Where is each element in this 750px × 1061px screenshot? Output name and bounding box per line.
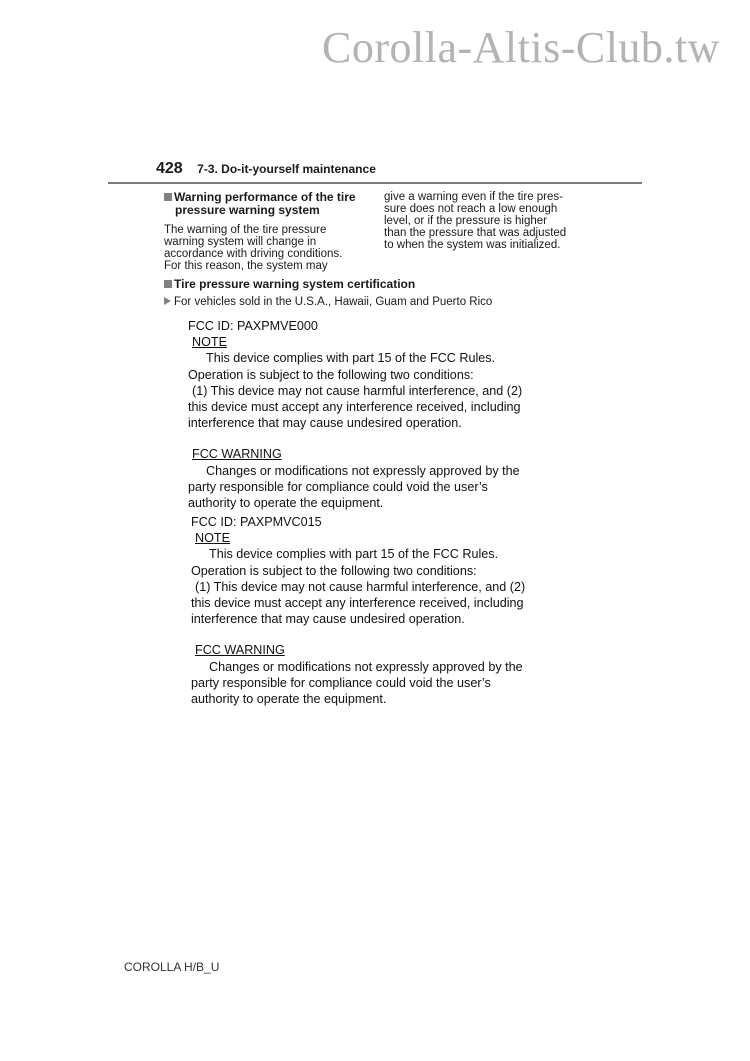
square-bullet-icon xyxy=(164,193,172,201)
header-rule xyxy=(108,182,642,184)
fcc-warning-label: FCC WARNING xyxy=(195,643,285,658)
text-line: accordance with driving conditions. xyxy=(164,248,343,260)
fcc-id: FCC ID: PAXPMVE000 xyxy=(188,319,318,333)
text-line: give a warning even if the tire pres- xyxy=(384,191,563,203)
certification-heading xyxy=(164,278,415,291)
fcc-block-1 xyxy=(188,318,522,511)
warning-performance-left-column xyxy=(164,191,372,272)
warning-performance-text-right xyxy=(384,191,594,251)
page-header xyxy=(156,160,376,178)
vehicles-note xyxy=(164,296,492,308)
note-line: This device complies with part 15 of the FCC Rules. xyxy=(209,547,499,562)
warning-line: party responsible for compliance could void the user’s xyxy=(188,479,488,494)
text-line: warning system will change in xyxy=(164,236,317,248)
text-line: sure does not reach a low enough xyxy=(384,203,558,215)
page-number: 428 xyxy=(156,160,183,177)
note-line: Operation is subject to the following two conditions: xyxy=(188,367,474,382)
text-line: The warning of the tire pressure xyxy=(164,224,327,236)
text-line: level, or if the pressure is higher xyxy=(384,215,547,227)
warning-line: Changes or modifications not expressly approved by the xyxy=(209,659,523,674)
fcc-warning-label: FCC WARNING xyxy=(192,447,282,462)
warning-performance-heading xyxy=(164,191,372,217)
fcc-block-2 xyxy=(191,514,525,707)
vehicles-text: For vehicles sold in the U.S.A., Hawaii, Guam and Puerto Rico xyxy=(174,296,493,308)
certification-heading-text: Tire pressure warning system certification xyxy=(174,277,416,291)
note-line: this device must accept any interference received, including xyxy=(191,596,524,611)
text-line: For this reason, the system may xyxy=(164,260,328,272)
heading-line: Warning performance of the tire xyxy=(174,190,356,204)
square-bullet-icon xyxy=(164,280,172,288)
heading-line: pressure warning system xyxy=(175,203,320,217)
note-line: Operation is subject to the following two conditions: xyxy=(191,563,477,578)
warning-line: Changes or modifications not expressly approved by the xyxy=(206,463,520,478)
warning-line: party responsible for compliance could void the user’s xyxy=(191,675,491,690)
watermark: Corolla-Altis-Club.tw xyxy=(322,23,720,72)
section-title: 7-3. Do-it-yourself maintenance xyxy=(197,162,376,176)
footer-model-code: COROLLA H/B_U xyxy=(124,960,220,974)
note-line: This device complies with part 15 of the FCC Rules. xyxy=(206,351,496,366)
note-line: interference that may cause undesired operation. xyxy=(191,612,465,627)
text-line: than the pressure that was adjusted xyxy=(384,227,567,239)
warning-performance-text-left xyxy=(164,224,372,272)
triangle-bullet-icon xyxy=(164,297,171,305)
note-line: this device must accept any interference received, including xyxy=(188,400,521,415)
note-line: (1) This device may not cause harmful interference, and (2) xyxy=(195,579,526,594)
note-line: interference that may cause undesired operation. xyxy=(188,416,462,431)
note-line: (1) This device may not cause harmful interference, and (2) xyxy=(192,383,523,398)
text-line: to when the system was initialized. xyxy=(384,239,561,251)
warning-line: authority to operate the equipment. xyxy=(191,692,387,707)
warning-line: authority to operate the equipment. xyxy=(188,496,384,511)
warning-performance-right-column xyxy=(384,191,594,251)
note-label: NOTE xyxy=(192,335,227,350)
fcc-id: FCC ID: PAXPMVC015 xyxy=(191,515,322,529)
note-label: NOTE xyxy=(195,531,230,546)
